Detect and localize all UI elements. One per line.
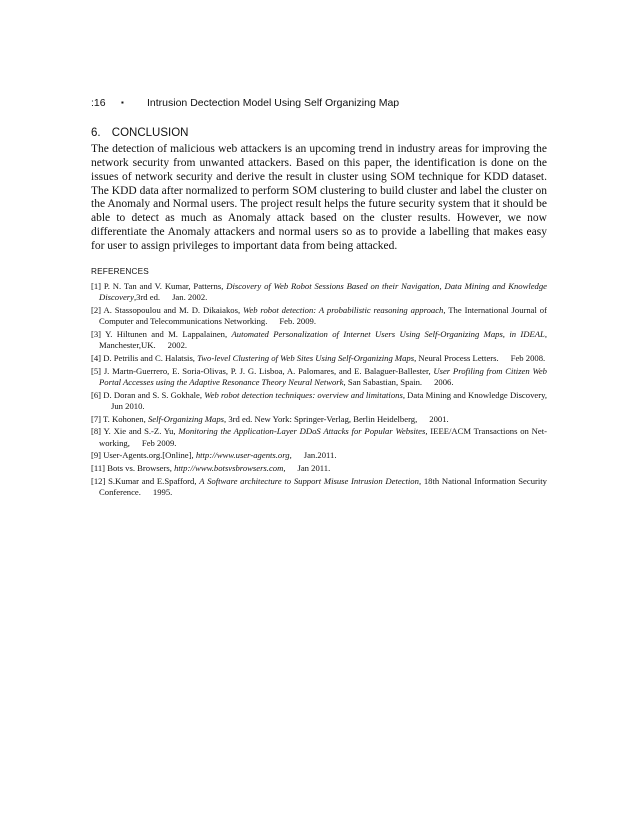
reference-item: [7] T. Kohonen, Self-Organizing Maps, 3rd ed. New York: Springer-Verlag, Berlin Heidelberg, 2001. — [91, 413, 449, 424]
section-heading — [91, 126, 547, 141]
reference-item: [2] A. Stassopoulou and M. D. Dikaiakos, Web robot detection: A probabilistic reasoning approach, The International Journal of Computer and Telecommunications Networking. Feb. 2009. — [91, 304, 547, 326]
reference-item: [11] Bots vs. Browsers, http://www.botsvsbrowsers.com, Jan 2011. — [91, 463, 331, 474]
reference-item: [5] J. Martn-Guerrero, E. Soria-Olivas, P. J. G. Lisboa, A. Palomares, and E. Balaguer-Ballester, User Profiling from Citizen Web Portal Accesses using the Adaptive Resonance Theory Neural Network, San Sabastian, Spain. 2006. — [91, 365, 547, 387]
section-title: CONCLUSION — [111, 127, 189, 139]
running-title: Intrusion Dectection Model Using Self Organizing Map — [147, 97, 400, 109]
reference-list — [91, 281, 547, 499]
reference-item: [6] D. Doran and S. S. Gokhale, Web robot detection techniques: overview and limitations, Data Mining and Knowledge Discovery,Jun 2010. — [91, 389, 547, 411]
reference-item: [9] User-Agents.org.[Online], http://www.user-agents.org, Jan.2011. — [91, 450, 337, 461]
reference-item: [8] Y. Xie and S.-Z. Yu, Monitoring the Application-Layer DDoS Attacks for Popular Websites, IEEE/ACM Transactions on Net-working, Feb 2009. — [91, 426, 547, 448]
conclusion-paragraph: The detection of malicious web attackers is an upcoming trend in industry areas for improving the network security from unwanted attackers. Based on this paper, the identification is done on the issues of network security and derive the result in cluster using SOM technique for KDD dataset. The KDD data after normalized to perform SOM clustering to build cluster and label the cluster on the Anomaly and Normal users. The project result helps the future security system that it should be able to detect as much as Anomaly attack based on the cluster results. However, we now differentiate the Anomaly attackers and normal users so as to provide a labelling that makes easy for user to assign privileges to important data from being attacked. — [91, 143, 547, 252]
page — [91, 96, 547, 500]
reference-item: [4] D. Petrilis and C. Halatsis, Two-level Clustering of Web Sites Using Self-Organizing Maps, Neural Process Letters. Feb 2008. — [91, 352, 546, 363]
bullet-icon: ▪ — [121, 98, 124, 107]
section-number: 6. — [91, 127, 101, 139]
references-heading: REFERENCES — [91, 266, 149, 276]
reference-item: [3] Y. Hiltunen and M. Lappalainen, Automated Personalization of Internet Users Using Self-Organizing Maps, in IDEAL, Manchester,UK. 2002. — [91, 328, 547, 350]
running-header — [91, 96, 547, 110]
page-number: :16 — [91, 97, 106, 109]
reference-item: [1] P. N. Tan and V. Kumar, Patterns, Discovery of Web Robot Sessions Based on their Navigation, Data Mining and Knowledge Discovery,3rd ed. Jan. 2002. — [91, 280, 548, 302]
reference-item: [12] S.Kumar and E.Spafford, A Software architecture to Support Misuse Intrusion Detection, 18th National Information Security Conference. 1995. — [91, 476, 547, 498]
